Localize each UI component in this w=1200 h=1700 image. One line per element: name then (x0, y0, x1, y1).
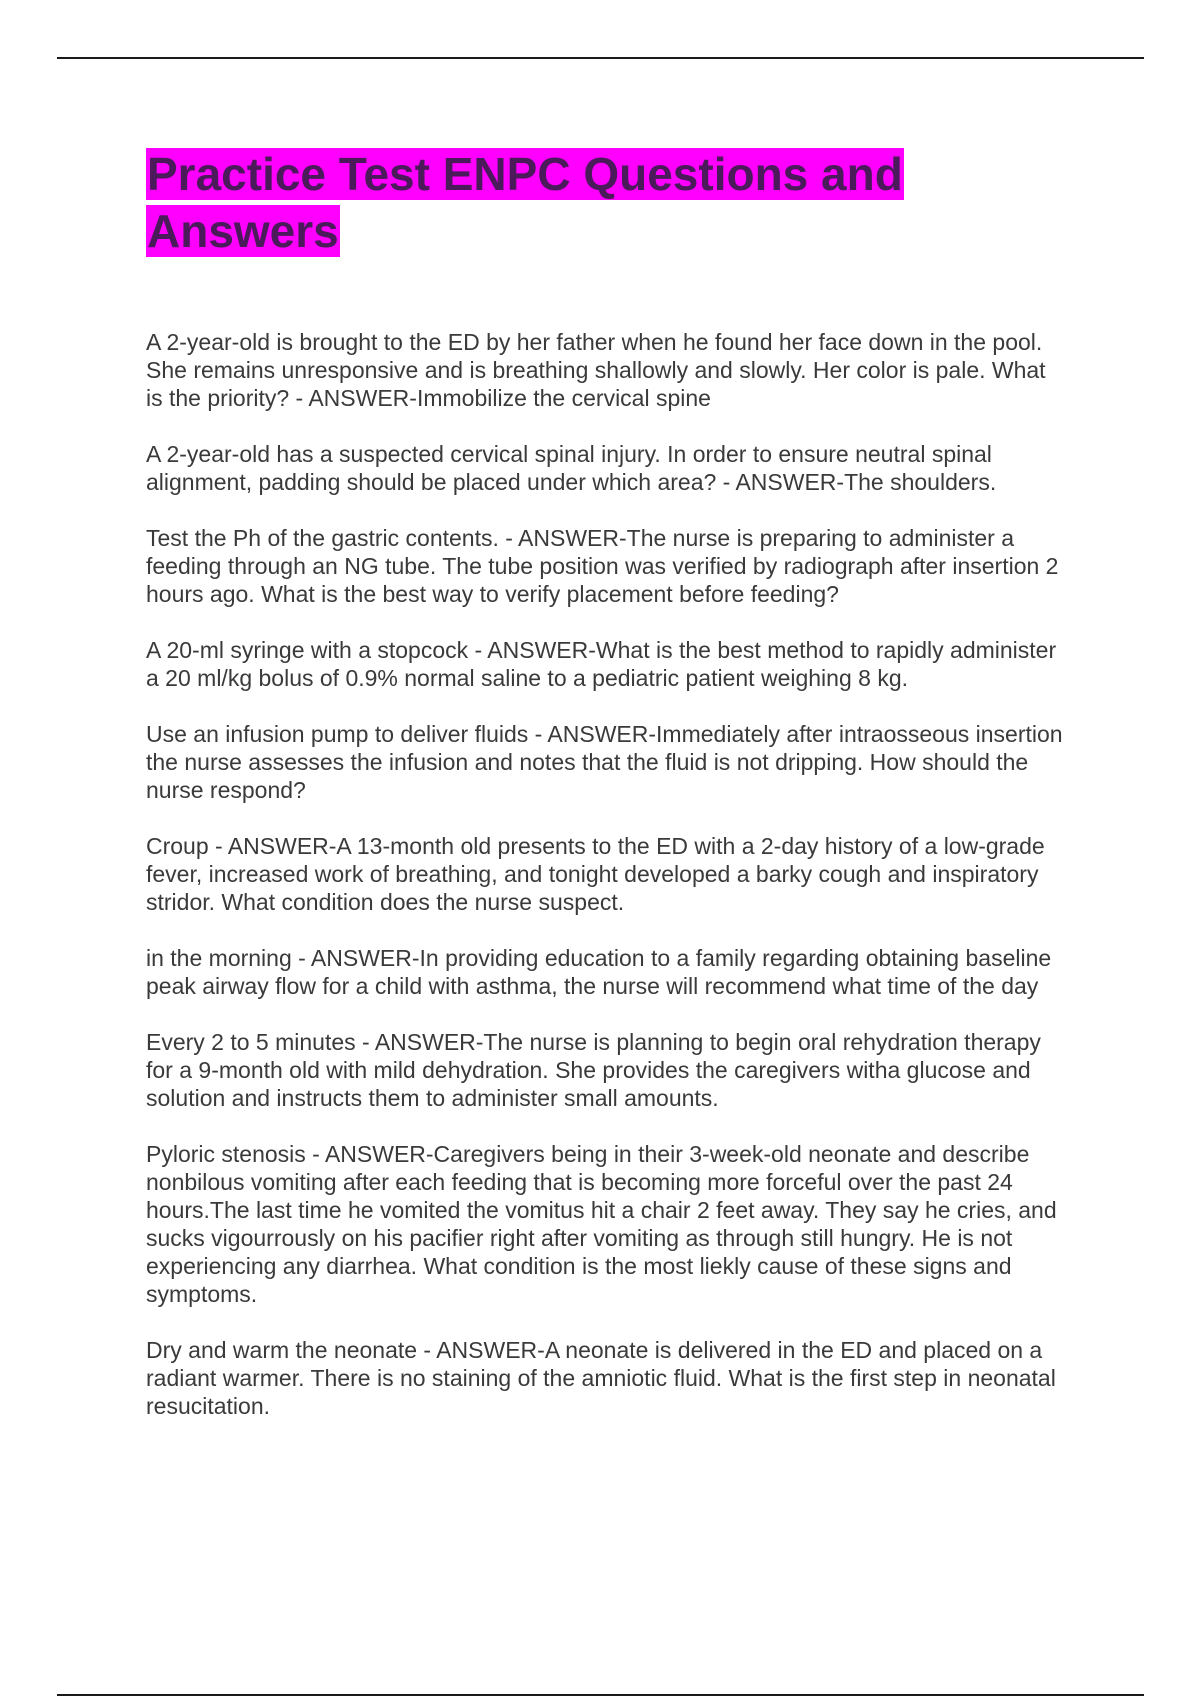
qa-item: A 2-year-old is brought to the ED by her father when he found her face down in the pool. She remains unresponsive and is breathing shallowly and slowly. Her color is pale. What is the priority? - ANSWER-Immobilize the cervical spine (146, 329, 1046, 411)
qa-item: Dry and warm the neonate - ANSWER-A neonate is delivered in the ED and placed on a radiant warmer. There is no staining of the amniotic fluid. What is the first step in neonatal resucitation. (146, 1337, 1056, 1419)
qa-item: Croup - ANSWER-A 13-month old presents to the ED with a 2-day history of a low-grade fever, increased work of breathing, and tonight developed a barky cough and inspiratory stridor. What condition does the nurse suspect. (146, 833, 1045, 915)
title-highlight: Practice Test ENPC Questions and Answers (147, 148, 903, 257)
qa-item: Pyloric stenosis - ANSWER-Caregivers being in their 3-week-old neonate and describe nonbilous vomiting after each feeding that is becoming more forceful over the past 24 hours.The last time he vomited the vomitus hit a chair 2 feet away. They say he cries, and sucks vigourrously on his pacifier right after vomiting as through still hungry. He is not experiencing any diarrhea. What condition is the most liekly cause of these signs and symptoms. (146, 1141, 1057, 1307)
document-title (146, 146, 1066, 260)
qa-item: Test the Ph of the gastric contents. - ANSWER-The nurse is preparing to administer a feeding through an NG tube. The tube position was verified by radiograph after insertion 2 hours ago. What is the best way to verify placement before feeding? (146, 525, 1059, 607)
document-body (146, 146, 1066, 1448)
bottom-rule (57, 1694, 1144, 1696)
qa-item: in the morning - ANSWER-In providing education to a family regarding obtaining baseline peak airway flow for a child with asthma, the nurse will recommend what time of the day (146, 945, 1052, 999)
qa-item: A 20-ml syringe with a stopcock - ANSWER-What is the best method to rapidly administer a 20 ml/kg bolus of 0.9% normal saline to a pediatric patient weighing 8 kg. (146, 637, 1057, 691)
qa-item: A 2-year-old has a suspected cervical spinal injury. In order to ensure neutral spinal alignment, padding should be placed under which area? - ANSWER-The shoulders. (146, 441, 997, 495)
qa-item: Use an infusion pump to deliver fluids - ANSWER-Immediately after intraosseous insertion the nurse assesses the infusion and notes that the fluid is not dripping. How should the nurse respond? (146, 721, 1063, 803)
qa-list (146, 328, 1066, 1420)
top-rule (57, 57, 1144, 59)
qa-item: Every 2 to 5 minutes - ANSWER-The nurse is planning to begin oral rehydration therapy for a 9-month old with mild dehydration. She provides the caregivers witha glucose and solution and instructs them to administer small amounts. (146, 1029, 1041, 1111)
